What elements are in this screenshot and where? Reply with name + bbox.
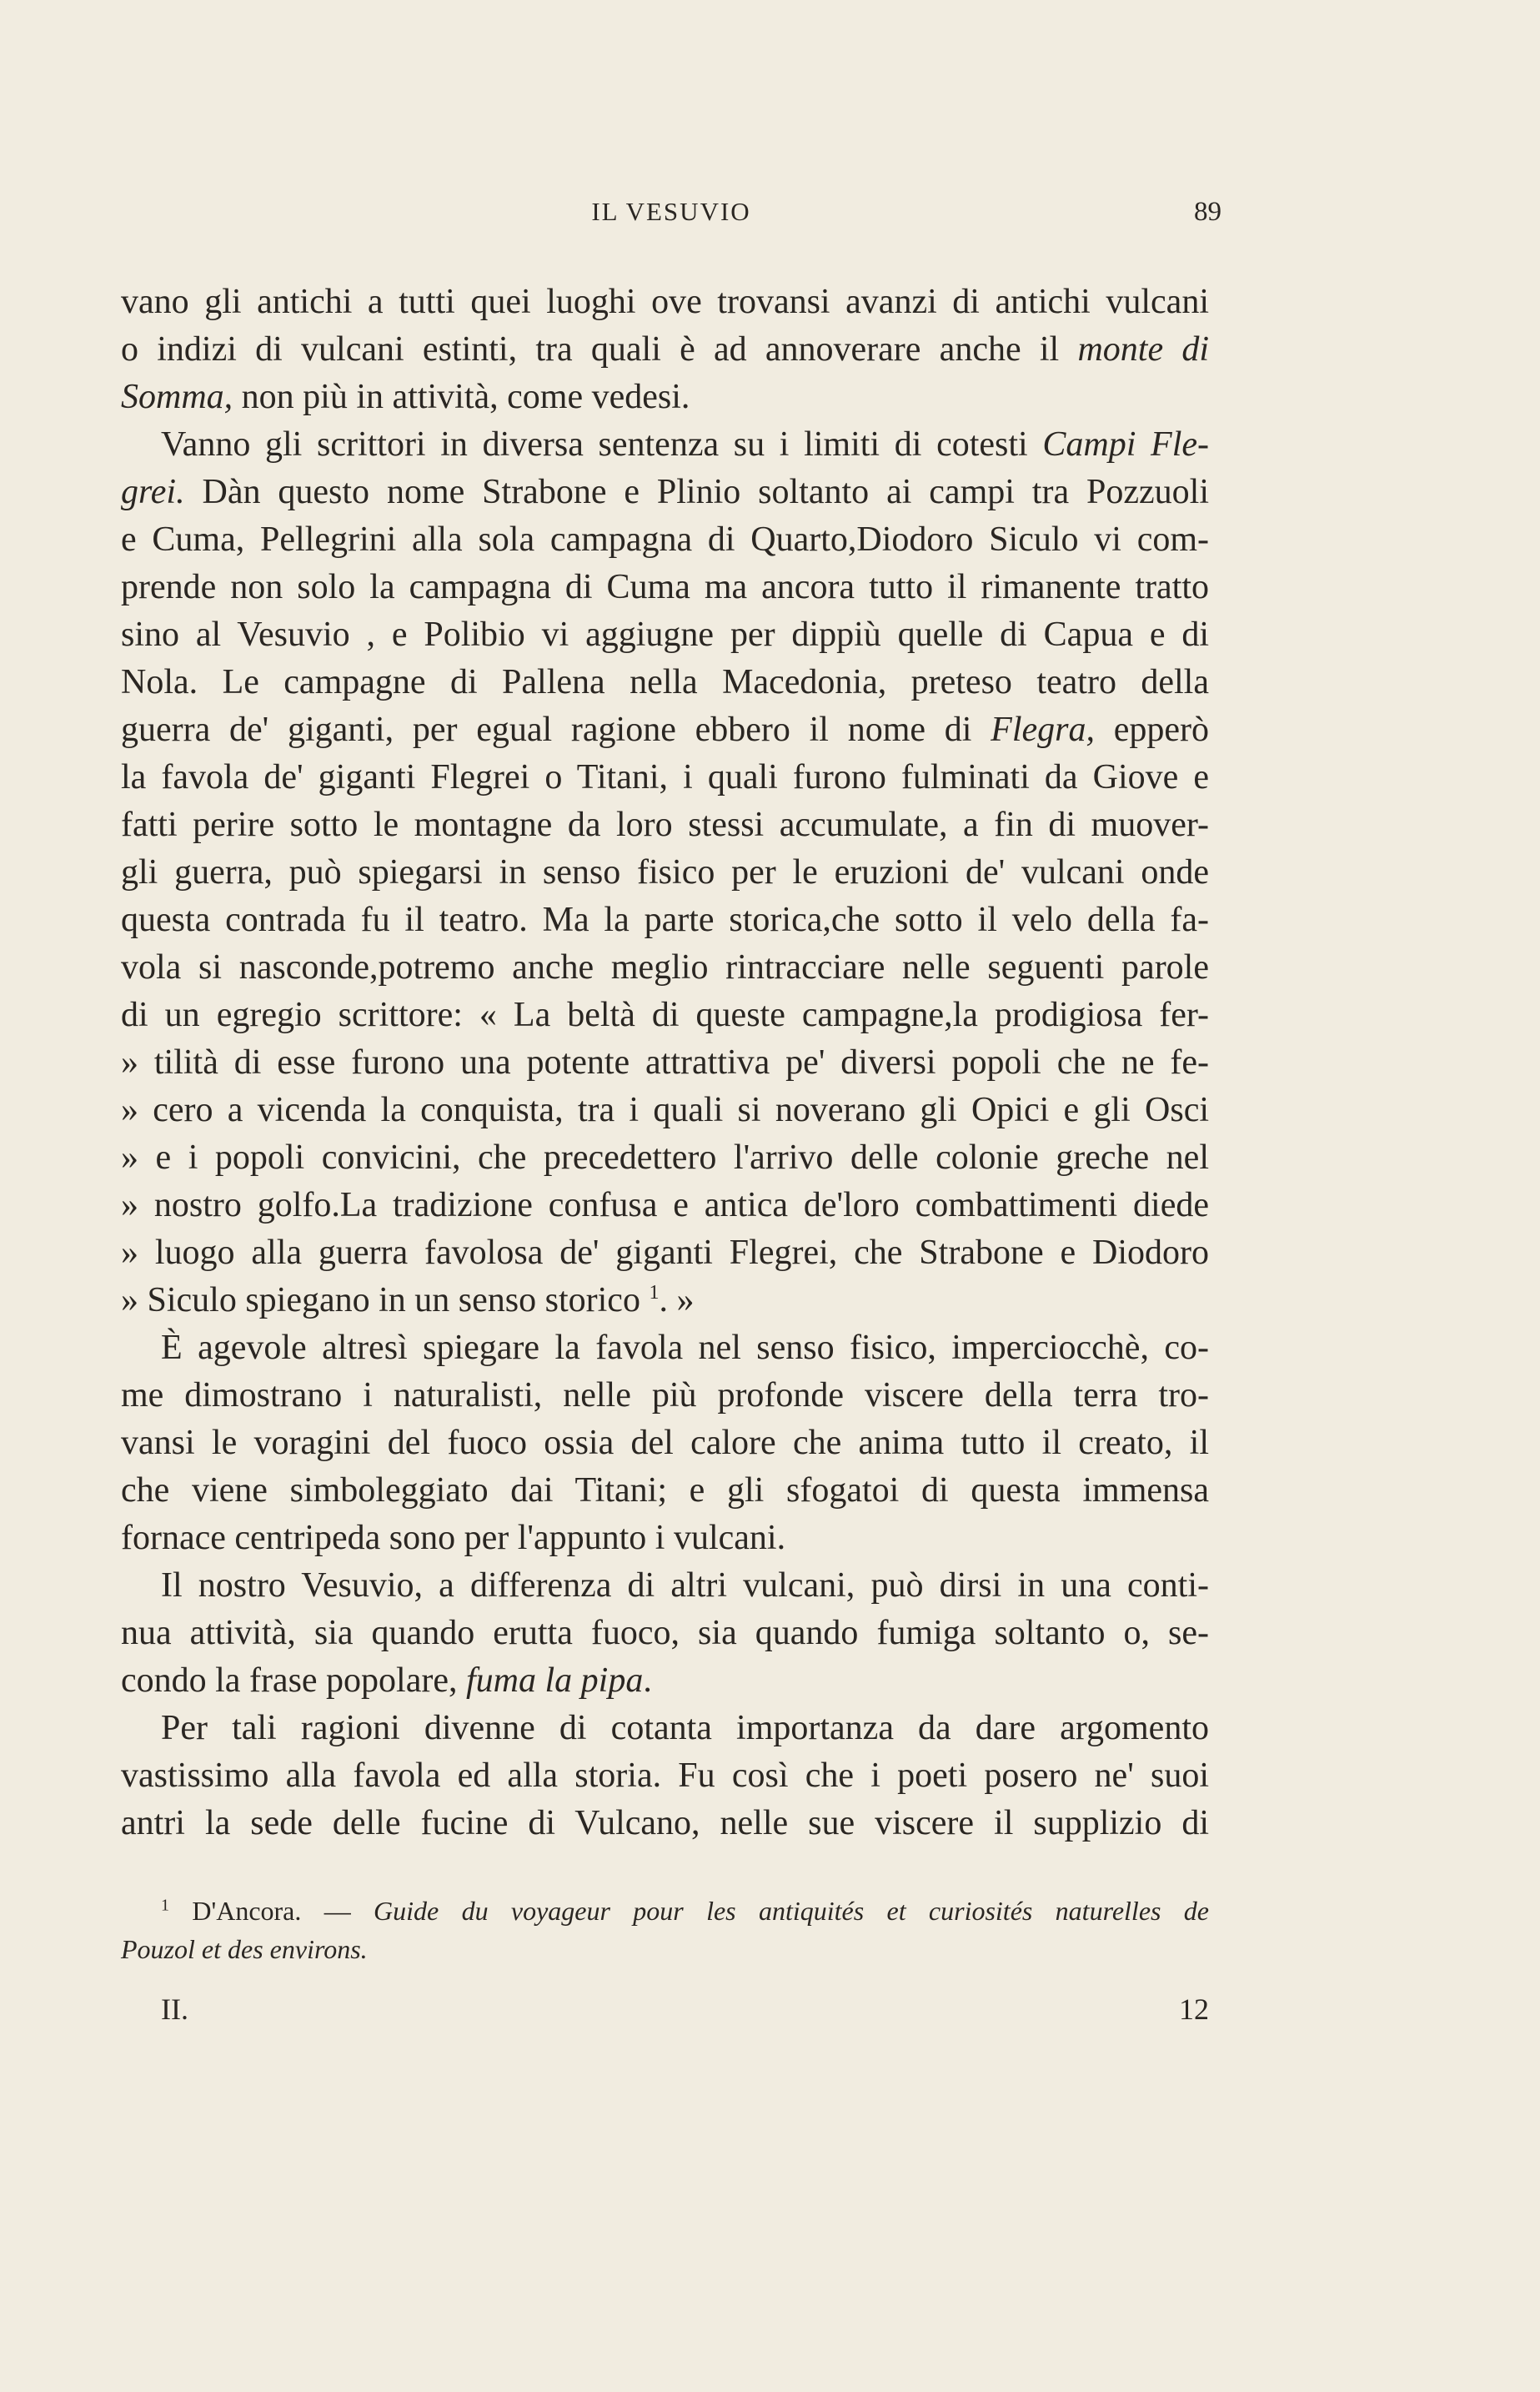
text-line: o indizi di vulcani estinti, tra quali è ad annoverare anche il monte di (121, 330, 1209, 369)
footnote-mark: 1 (161, 1896, 169, 1915)
page-number: 89 (1194, 197, 1221, 227)
quote-line: » cero a vicenda la conquista, tra i quali si noverano gli Opici e gli Osci (121, 1091, 1209, 1129)
text-line: vano gli antichi a tutti quei luoghi ove trovansi avanzi di antichi vulcani (121, 283, 1209, 321)
quote-line: » tilità di esse furono una potente attrattiva pe' diversi popoli che ne fe- (121, 1043, 1209, 1082)
text-line: vola si nasconde,potremo anche meglio rintracciare nelle seguenti parole (121, 948, 1209, 987)
quote-line: » Siculo spiegano in un senso storico $^1$. » (121, 1281, 695, 1319)
volume-mark: II. (161, 1992, 188, 2026)
text-line: Somma, non più in attività, come vedesi. (121, 378, 690, 416)
text-line: Vanno gli scrittori in diversa sentenza su i limiti di cotesti Campi Fle- (161, 425, 1209, 464)
text-line: questa contrada fu il teatro. Ma la parte storica,che sotto il velo della fa- (121, 901, 1209, 939)
sheet-number: 12 (1179, 1992, 1209, 2026)
text-line: condo la frase popolare, fuma la pipa. (121, 1661, 652, 1700)
text-line: nua attività, sia quando erutta fuoco, sia quando fumiga soltanto o, se- (121, 1614, 1209, 1652)
printer-signature (121, 1992, 1209, 2033)
running-head (121, 197, 1221, 234)
text-line: la favola de' giganti Flegrei o Titani, i quali furono fulminati da Giove e (121, 758, 1209, 796)
text-line: me dimostrano i naturalisti, nelle più profonde viscere della terra tro- (121, 1376, 1209, 1415)
text-line: guerra de' giganti, per egual ragione ebbero il nome di Flegra, epperò (121, 711, 1209, 749)
text-line: È agevole altresì spiegare la favola nel senso fisico, imperciocchè, co- (161, 1329, 1209, 1367)
quote-line: » nostro golfo.La tradizione confusa e antica de'loro combattimenti diede (121, 1186, 1209, 1224)
text-line: fornace centripeda sono per l'appunto i vulcani. (121, 1519, 786, 1557)
text-line: Per tali ragioni divenne di cotanta importanza da dare argomento (161, 1709, 1209, 1747)
footnote-line: Pouzol et des environs. (121, 1934, 368, 1964)
text-line: vansi le voragini del fuoco ossia del calore che anima tutto il creato, il (121, 1424, 1209, 1462)
running-title: IL VESUVIO (591, 197, 751, 226)
footnote-line: $^1$ D'Ancora. — Guide du voyageur pour les antiquités et curiosités naturelles de (161, 1896, 1209, 1926)
text-line: di un egregio scrittore: « La beltà di queste campagne,la prodigiosa fer- (121, 996, 1209, 1034)
text-line: prende non solo la campagna di Cuma ma ancora tutto il rimanente tratto (121, 568, 1209, 606)
text-line: sino al Vesuvio , e Polibio vi aggiugne per dippiù quelle di Capua e di (121, 616, 1209, 654)
text-line: antri la sede delle fucine di Vulcano, nelle sue viscere il supplizio di (121, 1804, 1209, 1842)
text-line: grei. Dàn questo nome Strabone e Plinio soltanto ai campi tra Pozzuoli (121, 473, 1209, 511)
footnote-reference[interactable]: 1 (649, 1282, 660, 1304)
footnotes (121, 1892, 1209, 1968)
text-line: fatti perire sotto le montagne da loro stessi accumulate, a fin di muover- (121, 806, 1209, 844)
body-text (121, 279, 1209, 1847)
text-line: Il nostro Vesuvio, a differenza di altri vulcani, può dirsi in una conti- (161, 1566, 1209, 1605)
quote-line: » e i popoli convicini, che precedettero l'arrivo delle colonie greche nel (121, 1138, 1209, 1177)
text-line: vastissimo alla favola ed alla storia. Fu così che i poeti posero ne' suoi (121, 1756, 1209, 1795)
text-line: che viene simboleggiato dai Titani; e gli sfogatoi di questa immensa (121, 1471, 1209, 1510)
quote-line: » luogo alla guerra favolosa de' giganti Flegrei, che Strabone e Diodoro (121, 1234, 1209, 1272)
text-line: gli guerra, può spiegarsi in senso fisico per le eruzioni de' vulcani onde (121, 853, 1209, 892)
text-line: e Cuma, Pellegrini alla sola campagna di Quarto,Diodoro Siculo vi com- (121, 520, 1209, 559)
text-line: Nola. Le campagne di Pallena nella Macedonia, preteso teatro della (121, 663, 1209, 701)
